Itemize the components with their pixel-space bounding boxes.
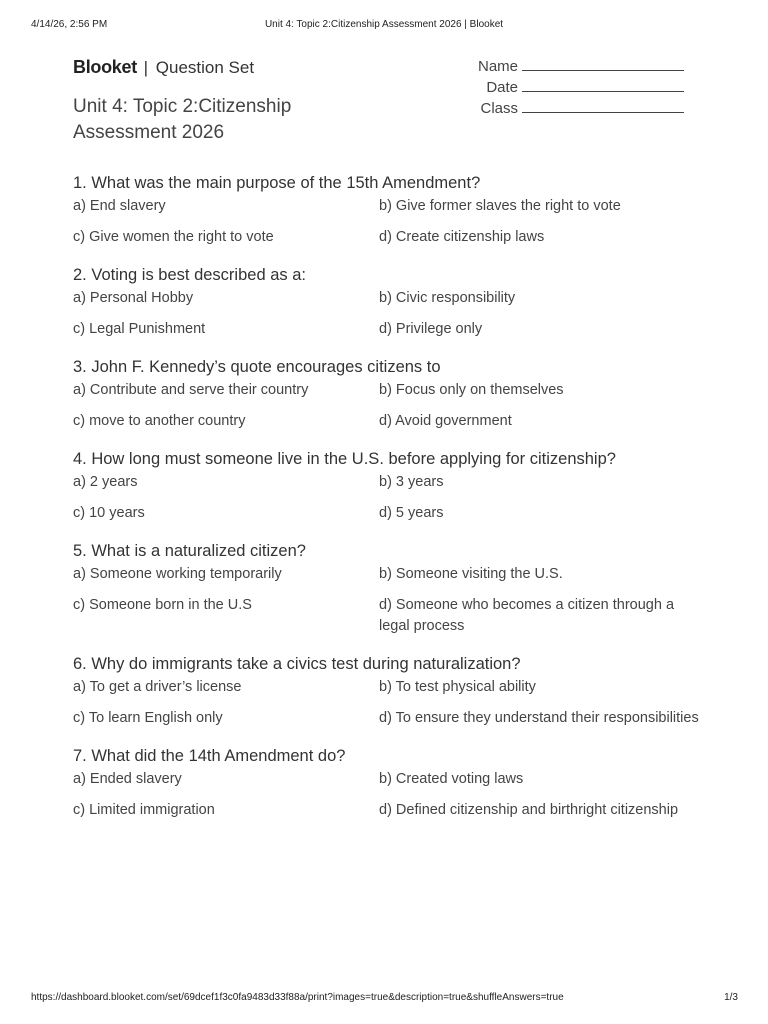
question-text: 2. Voting is best described as a: xyxy=(73,266,306,284)
blooket-logo: Blooket xyxy=(73,57,137,77)
date-field xyxy=(460,79,690,100)
student-info-fields xyxy=(460,58,690,121)
name-label: Name xyxy=(477,58,518,75)
question-3 xyxy=(73,354,713,432)
answer-d: d) 5 years xyxy=(379,505,444,521)
answer-d: d) To ensure they understand their responsibilities xyxy=(379,710,699,726)
answer-b: b) Someone visiting the U.S. xyxy=(379,566,563,582)
answer-d: d) Privilege only xyxy=(379,321,483,337)
question-4 xyxy=(73,446,713,524)
print-url: https://dashboard.blooket.com/set/69dcef1f3c0fa9483d33f88a/print?images=true&description=true&shuffleAnswers=true xyxy=(31,992,564,1003)
answer-grid xyxy=(73,196,713,248)
question-2 xyxy=(73,262,713,340)
brand-line xyxy=(73,57,254,78)
question-5 xyxy=(73,538,713,637)
question-list xyxy=(73,170,713,835)
name-blank-line xyxy=(522,70,684,71)
answer-b: b) Focus only on themselves xyxy=(379,382,564,398)
question-text: 4. How long must someone live in the U.S. before applying for citizenship? xyxy=(73,450,616,468)
answer-a: a) Personal Hobby xyxy=(73,290,194,306)
print-header xyxy=(0,19,768,33)
answer-d: d) Avoid government xyxy=(379,413,512,429)
answer-a: a) 2 years xyxy=(73,474,138,490)
print-footer xyxy=(0,992,768,1006)
answer-c: c) Someone born in the U.S xyxy=(73,597,252,613)
answer-a: a) End slavery xyxy=(73,198,166,214)
answer-c: c) Legal Punishment xyxy=(73,321,206,337)
answer-a: a) Ended slavery xyxy=(73,771,182,787)
page-number: 1/3 xyxy=(724,992,738,1003)
answer-c: c) Give women the right to vote xyxy=(73,229,274,245)
answer-b: b) 3 years xyxy=(379,474,444,490)
question-7 xyxy=(73,743,713,821)
answer-b: b) Created voting laws xyxy=(379,771,524,787)
question-6 xyxy=(73,651,713,729)
answer-a: a) Contribute and serve their country xyxy=(73,382,309,398)
answer-c: c) 10 years xyxy=(73,505,145,521)
set-title: Unit 4: Topic 2:Citizenship Assessment 2026 xyxy=(73,96,292,143)
answer-grid xyxy=(73,472,713,524)
date-label: Date xyxy=(486,79,518,96)
answer-d: d) Defined citizenship and birthright citizenship xyxy=(379,802,679,818)
answer-c: c) move to another country xyxy=(73,413,246,429)
name-field xyxy=(460,58,690,79)
class-label: Class xyxy=(480,100,518,117)
question-text: 3. John F. Kennedy’s quote encourages citizens to xyxy=(73,358,441,376)
brand-subtitle: Question Set xyxy=(155,58,255,77)
question-1 xyxy=(73,170,713,248)
answer-b: b) Civic responsibility xyxy=(379,290,516,306)
answer-grid xyxy=(73,288,713,340)
answer-a: a) To get a driver’s license xyxy=(73,679,242,695)
answer-b: b) To test physical ability xyxy=(379,679,536,695)
answer-grid xyxy=(73,769,713,821)
brand-separator: | xyxy=(143,58,149,77)
date-blank-line xyxy=(522,91,684,92)
answer-grid xyxy=(73,380,713,432)
answer-c: c) Limited immigration xyxy=(73,802,215,818)
question-text: 6. Why do immigrants take a civics test during naturalization? xyxy=(73,655,521,673)
question-text: 1. What was the main purpose of the 15th Amendment? xyxy=(73,174,481,192)
answer-b: b) Give former slaves the right to vote xyxy=(379,198,621,214)
print-page-title: Unit 4: Topic 2:Citizenship Assessment 2026 | Blooket xyxy=(264,19,504,30)
answer-c: c) To learn English only xyxy=(73,710,223,726)
question-text: 7. What did the 14th Amendment do? xyxy=(73,747,346,765)
answer-d: d) Create citizenship laws xyxy=(379,229,545,245)
question-text: 5. What is a naturalized citizen? xyxy=(73,542,306,560)
answer-grid xyxy=(73,677,713,729)
answer-a: a) Someone working temporarily xyxy=(73,566,282,582)
print-datetime: 4/14/26, 2:56 PM xyxy=(31,19,108,30)
answer-d: d) Someone who becomes a citizen through a legal process xyxy=(379,597,675,634)
answer-grid xyxy=(73,564,713,637)
class-blank-line xyxy=(522,112,684,113)
class-field xyxy=(460,100,690,121)
